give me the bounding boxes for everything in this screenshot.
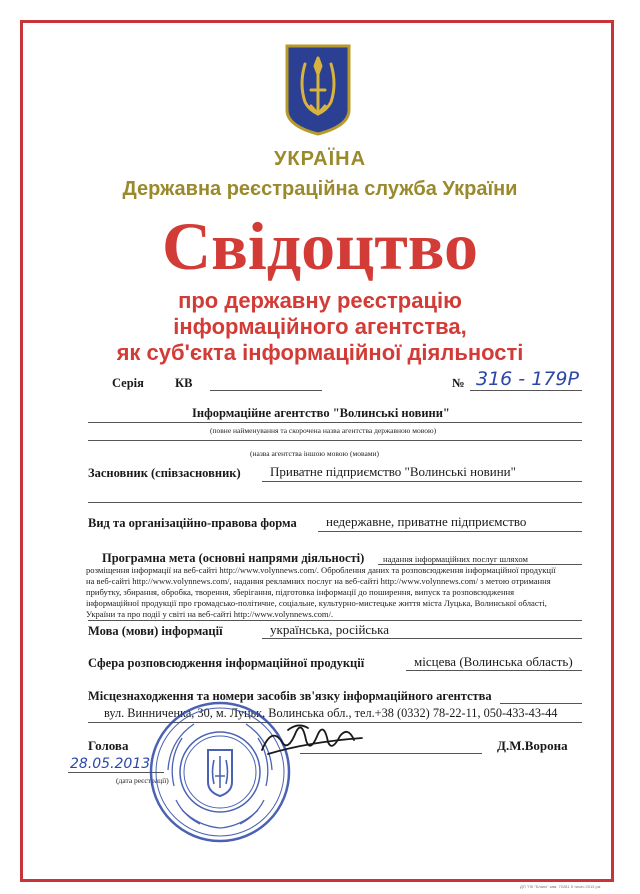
head-label: Голова bbox=[88, 738, 129, 753]
program-line: на веб-сайті http://www.volynnews.com/, надання рекламних послуг на веб-сайті http://www.volynnews.com/ з метою отримання bbox=[86, 576, 551, 586]
form-underline bbox=[318, 531, 582, 532]
program-line: розміщення інформації на веб-сайті http://www.volynnews.com/. Оброблення даних та розповсюдження інформаційної продукції bbox=[86, 565, 556, 575]
head-name: Д.М.Ворона bbox=[497, 738, 568, 753]
form-label: Вид та організаційно-правова форма bbox=[88, 516, 297, 530]
print-footer: ДП "ПК "Бланк" зам. 70281 5 тисяч 2013 рік bbox=[520, 884, 601, 889]
agency-other-caption: (назва агентства іншою мовою (мовами) bbox=[250, 449, 380, 458]
program-label: Програмна мета (основні напрями діяльності) bbox=[102, 551, 365, 565]
location-value: вул. Винниченка, 30, м. Луцьк, Волинська обл., тел.+38 (0332) 78-22-11, 050-433-43-44 bbox=[104, 706, 558, 720]
rule bbox=[88, 440, 582, 441]
rule bbox=[88, 620, 582, 621]
language-underline bbox=[262, 638, 582, 639]
certificate-title: Свідоцтво bbox=[162, 208, 478, 284]
agency-name: Інформаційне агентство "Волинські новини" bbox=[192, 406, 450, 420]
agency-name-caption: (повне найменування та скорочена назва агентства державною мовою) bbox=[210, 426, 437, 435]
number-label: № bbox=[452, 376, 465, 390]
signature-icon bbox=[258, 712, 370, 762]
program-first-line: надання інформаційних послуг шляхом bbox=[383, 554, 528, 564]
program-line: прибутку, збирання, обробка, творення, зберігання, підготовка інформації до поширення, випуск та розповсюдження bbox=[86, 587, 515, 597]
series-underline bbox=[210, 390, 322, 391]
sphere-value: місцева (Волинська область) bbox=[414, 654, 573, 669]
rule bbox=[88, 502, 582, 503]
form-value: недержавне, приватне підприємство bbox=[326, 514, 527, 529]
registration-number: 316 - 179Р bbox=[476, 368, 579, 390]
ukraine-coat-of-arms-icon bbox=[285, 44, 351, 136]
location-label: Місцезнаходження та номери засобів зв'язку інформаційного агентства bbox=[88, 689, 492, 703]
series-label: Серія bbox=[112, 376, 144, 390]
founder-value: Приватне підприємство "Волинські новини" bbox=[270, 464, 516, 479]
rule bbox=[500, 703, 582, 704]
date-caption: (дата реєстрації) bbox=[116, 776, 169, 785]
language-value: українська, російська bbox=[270, 622, 389, 637]
founder-underline bbox=[262, 481, 582, 482]
number-underline bbox=[470, 390, 582, 391]
language-label: Мова (мови) інформації bbox=[88, 624, 223, 638]
country-title: УКРАЇНА bbox=[273, 148, 367, 170]
agency-underline bbox=[88, 422, 582, 423]
founder-label: Засновник (співзасновник) bbox=[88, 466, 241, 480]
program-line: України та про події у світі на веб-сайті http://www.volynnews.com/. bbox=[86, 609, 334, 619]
series-value: КВ bbox=[175, 376, 193, 390]
sphere-label: Сфера розповсюдження інформаційної продукції bbox=[88, 656, 365, 670]
subtitle-line: як суб'єкта інформаційної діяльності bbox=[116, 340, 524, 365]
sphere-underline bbox=[406, 670, 582, 671]
subtitle-line: про державну реєстрацію bbox=[178, 288, 462, 313]
service-title: Державна реєстраційна служба України bbox=[122, 178, 518, 200]
subtitle-line: інформаційного агентства, bbox=[173, 314, 467, 339]
registration-date: 28.05.2013 bbox=[70, 756, 151, 772]
program-line: інформаційної продукції про громадсько-політичне, соціальне, культурно-мистецьке життя міста Луцька, Волинської області, bbox=[86, 598, 547, 608]
